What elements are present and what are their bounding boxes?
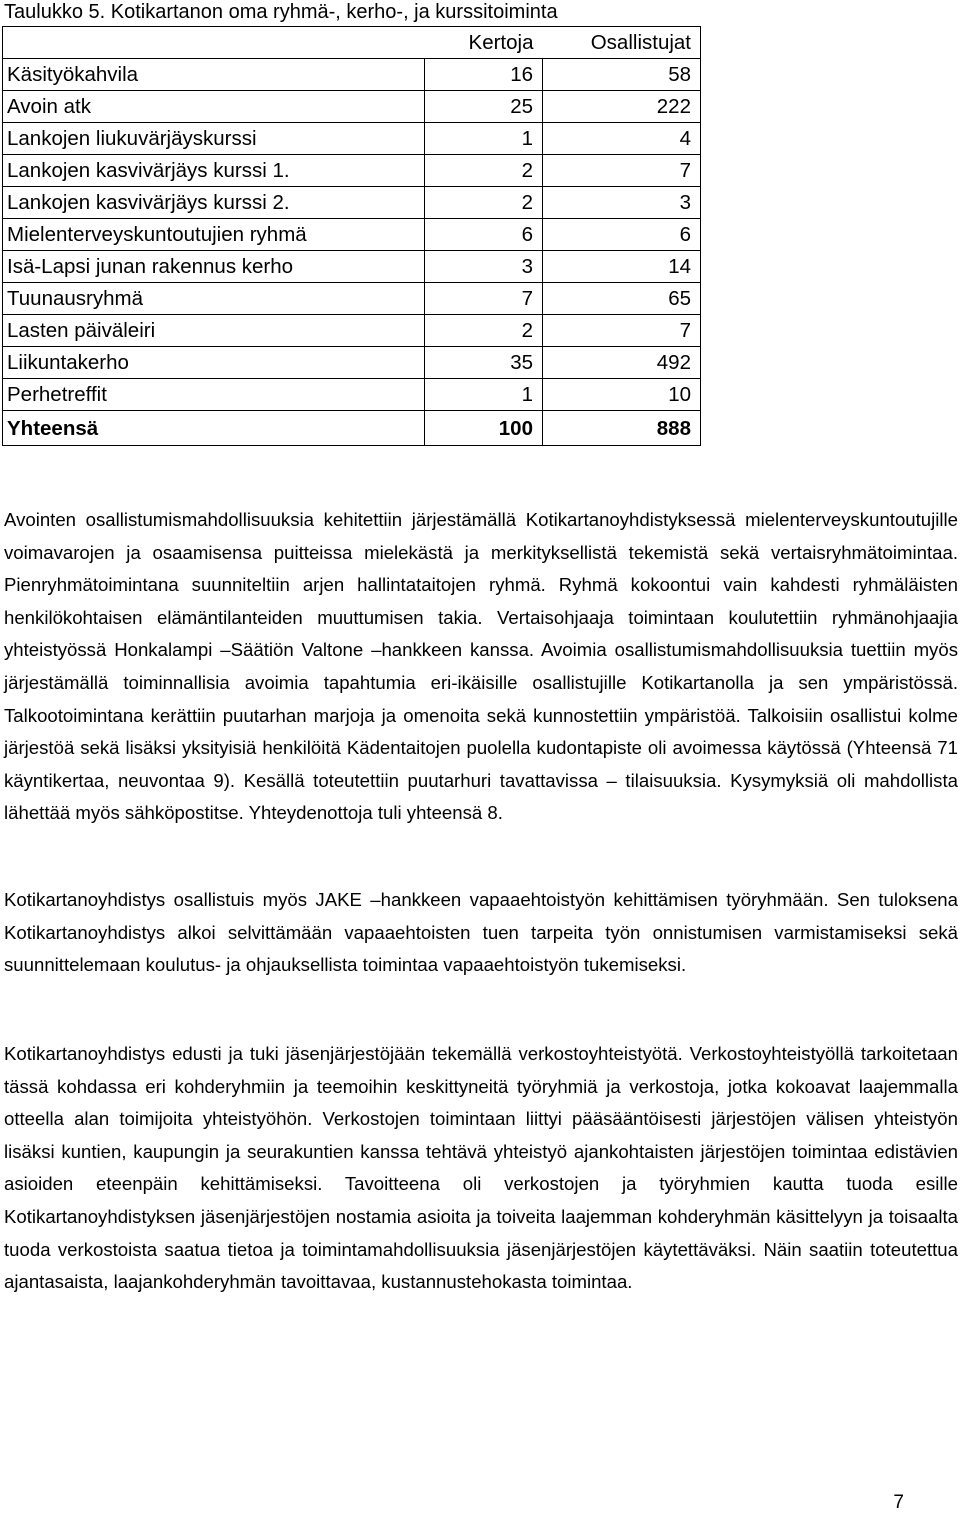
- cell-activity-name: Lankojen liukuvärjäyskurssi: [3, 123, 425, 155]
- cell-participants: 65: [543, 283, 701, 315]
- cell-activity-name: Isä-Lapsi junan rakennus kerho: [3, 251, 425, 283]
- table-caption: Taulukko 5. Kotikartanon oma ryhmä-, kerho-, ja kurssitoiminta: [4, 1, 558, 23]
- cell-times: 6: [425, 219, 543, 251]
- cell-participants: 888: [543, 411, 701, 446]
- cell-participants: 6: [543, 219, 701, 251]
- paragraph-jake-project: Kotikartanoyhdistys osallistuis myös JAKE –hankkeen vapaaehtoistyön kehittämisen työryhmään. Sen tuloksena Kotikartanoyhdistys alkoi selvittämään vapaaehtoisten tuen tarpeita työn onnistumisen varmistamiseksi sekä suunnittelemaan koulutus- ja ohjauksellista toimintaa vapaaehtoistyön tukemiseksi.: [4, 889, 958, 976]
- table-row: [3, 59, 701, 91]
- table-row: [3, 379, 701, 411]
- cell-participants: 58: [543, 59, 701, 91]
- header-cell-times: Kertoja: [425, 27, 543, 59]
- cell-participants: 10: [543, 379, 701, 411]
- header-cell-name: [3, 27, 425, 59]
- cell-times: 2: [425, 187, 543, 219]
- cell-participants: 14: [543, 251, 701, 283]
- cell-times: 25: [425, 91, 543, 123]
- cell-times: 1: [425, 379, 543, 411]
- cell-activity-name: Lankojen kasvivärjäys kurssi 2.: [3, 187, 425, 219]
- cell-activity-name: Avoin atk: [3, 91, 425, 123]
- activity-table: [2, 26, 701, 446]
- activity-table-container: [2, 26, 701, 446]
- table-row: [3, 251, 701, 283]
- cell-times: 16: [425, 59, 543, 91]
- table-row: [3, 187, 701, 219]
- cell-participants: 222: [543, 91, 701, 123]
- cell-activity-name: Lasten päiväleiri: [3, 315, 425, 347]
- cell-times: 7: [425, 283, 543, 315]
- paragraph-open-participation: Avointen osallistumismahdollisuuksia kehitettiin järjestämällä Kotikartanoyhdistyksessä mielenterveyskuntoutujille voimavarojen ja osaamisensa puitteissa mielekästä ja merkityksellistä tekemistä sekä vertaisryhmätoimintaa. Pienryhmätoimintana suunniteltiin arjen hallintataitojen ryhmä. Ryhmä kokoontui vain kahdesti ryhmäläisten henkilökohtaisen elämäntilanteiden muuttumisen takia. Vertaisohjaaja toimintaan koulutettiin ryhmänohjaajia yhteistyössä Honkalampi –Säätiön Valtone –hankkeen kanssa. Avoimia osallistumismahdollisuuksia tuettiin myös järjestämällä toiminnallisia avoimia tapahtumia eri-ikäisille osallistujille Kotikartanolla ja sen ympäristössä. Talkootoimintana kerättiin puutarhan marjoja ja omenoita sekä kunnostettiin ympäristöä. Talkoisiin osallistui kolme järjestöä sekä lisäksi yksityisiä henkilöitä Kädentaitojen puolella kudontapiste oli avoimessa käytössä (Yhteensä 71 käyntikertaa, neuvontaa 9). Kesällä toteutettiin puutarhuri tavattavissa – tilaisuuksia. Kysymyksiä oli mahdollista lähettää myös sähköpostitse. Yhteydenottoja tuli yhteensä 8.: [4, 509, 958, 824]
- cell-participants: 7: [543, 155, 701, 187]
- page-number: 7: [893, 1492, 904, 1513]
- cell-activity-name: Lankojen kasvivärjäys kurssi 1.: [3, 155, 425, 187]
- cell-times: 2: [425, 155, 543, 187]
- cell-times: 3: [425, 251, 543, 283]
- table-row: [3, 219, 701, 251]
- table-row: [3, 283, 701, 315]
- cell-times: 100: [425, 411, 543, 446]
- table-header-row: [3, 27, 701, 59]
- header-cell-participants: Osallistujat: [543, 27, 701, 59]
- cell-times: 1: [425, 123, 543, 155]
- cell-activity-name: Perhetreffit: [3, 379, 425, 411]
- cell-participants: 3: [543, 187, 701, 219]
- table-row: [3, 315, 701, 347]
- table-row: [3, 155, 701, 187]
- cell-times: 2: [425, 315, 543, 347]
- cell-activity-name: Liikuntakerho: [3, 347, 425, 379]
- cell-participants: 4: [543, 123, 701, 155]
- cell-activity-name: Mielenterveyskuntoutujien ryhmä: [3, 219, 425, 251]
- cell-times: 35: [425, 347, 543, 379]
- table-row: [3, 91, 701, 123]
- cell-activity-name: Käsityökahvila: [3, 59, 425, 91]
- cell-participants: 7: [543, 315, 701, 347]
- cell-activity-name: Tuunausryhmä: [3, 283, 425, 315]
- cell-participants: 492: [543, 347, 701, 379]
- table-total-row: [3, 411, 701, 446]
- table-row: [3, 347, 701, 379]
- table-row: [3, 123, 701, 155]
- paragraph-network-cooperation: Kotikartanoyhdistys edusti ja tuki jäsenjärjestöjään tekemällä verkostoyhteistyötä. Verkostoyhteistyöllä tarkoitetaan tässä kohdassa eri kohderyhmiin ja teemoihin keskittyneitä työryhmiä ja verkostoja, jotka kokoavat laajemmalla otteella alan toimijoita yhteistyöhön. Verkostojen toimintaan liittyi pääsääntöisesti järjestöjen välisen yhteistyön lisäksi kuntien, kaupungin ja seurakuntien kanssa tehtävä yhteistyö ajankohtaisten järjestöjen toimintaa edistävien asioiden eteenpäin kehittämiseksi. Tavoitteena oli verkostojen ja työryhmien kautta tuoda esille Kotikartanoyhdistyksen jäsenjärjestöjen nostamia asioita ja toiveita laajemman kohderyhmän käsittelyyn ja toisaalta tuoda verkostoista saatua tietoa ja toimintamahdollisuuksia jäsenjärjestöjen käytettäväksi. Näin saatiin toteutettua ajantasaista, laajankohderyhmän tavoittavaa, kustannustehokasta toimintaa.: [4, 1043, 958, 1293]
- cell-activity-name: Yhteensä: [3, 411, 425, 446]
